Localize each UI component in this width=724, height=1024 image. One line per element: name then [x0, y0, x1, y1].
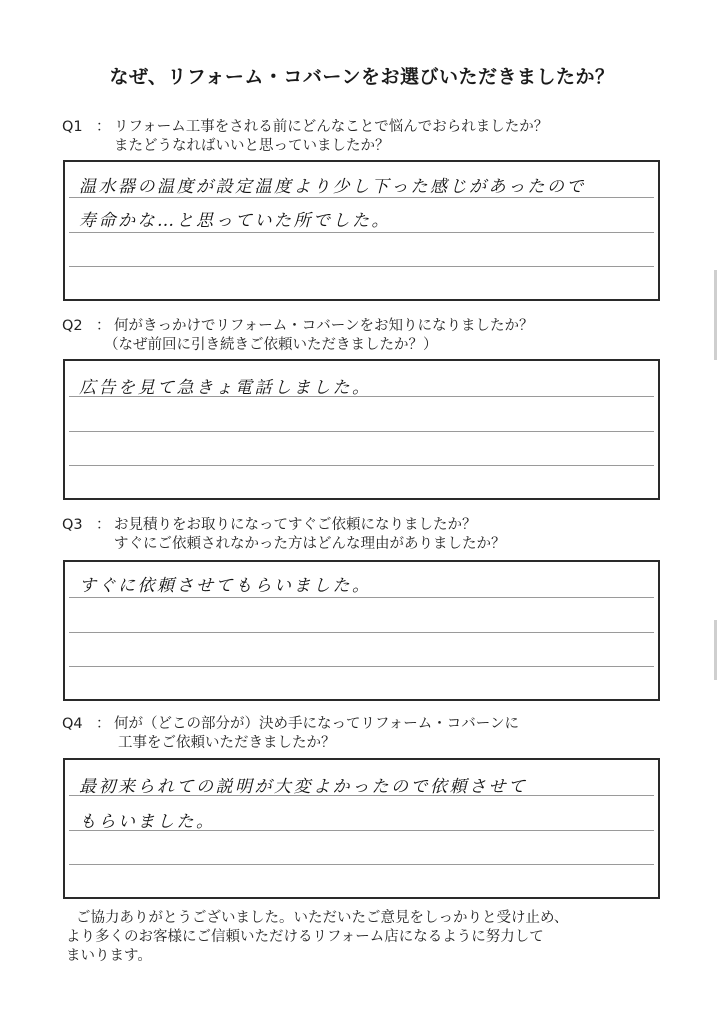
question-3-text-line1: お見積りをお取りになってすぐご依頼になりましたか？	[114, 517, 477, 533]
answer-3-rule-3	[69, 666, 654, 667]
question-3-number: Q3	[62, 517, 83, 533]
answer-2-line-1: 広告を見て急きょ電話しました。	[79, 378, 372, 398]
closing-line-3: まいります。	[66, 948, 152, 964]
question-2-number: Q2	[62, 318, 83, 334]
question-2-text-line2: （なぜ前回に引き続きご依頼いただきましたか？）	[104, 337, 438, 353]
answer-2-rule-3	[69, 465, 654, 466]
question-2: Q2 ： 何がきっかけでリフォーム・コバーンをお知りになりましたか？ （なぜ前回に引き続きご依頼いただきましたか？）	[62, 318, 534, 353]
answer-3-rule-2	[69, 632, 654, 633]
answer-1-rule-1	[69, 197, 654, 198]
question-4-text-line1: 何が（どこの部分が）決め手になってリフォーム・コバーンに	[114, 716, 519, 732]
answer-box-3[interactable]	[63, 560, 660, 701]
page-title: なぜ、リフォーム・コバーンをお選びいただきましたか？	[109, 66, 615, 88]
answer-1-rule-2	[69, 232, 654, 233]
closing-line-1: ご協力ありがとうございました。いただいたご意見をしっかりと受け止め、	[76, 910, 569, 926]
answer-4-rule-3	[69, 864, 654, 865]
answer-3-line-1: すぐに依頼させてもらいました。	[79, 576, 372, 596]
answer-4-line-1: 最初来られての説明が大変よかったので依頼させて	[79, 777, 528, 797]
answer-1-rule-3	[69, 266, 654, 267]
answer-box-4[interactable]	[63, 758, 660, 899]
answer-box-1[interactable]	[63, 160, 660, 301]
scan-edge-mark-2	[714, 620, 717, 680]
answer-1-line-1: 温水器の温度が設定温度より少し下った感じがあったので	[79, 177, 586, 197]
answer-3-rule-1	[69, 597, 654, 598]
question-1-text-line1: リフォーム工事をされる前にどんなことで悩んでおられましたか？	[114, 119, 549, 135]
question-2-text-line1: 何がきっかけでリフォーム・コバーンをお知りになりましたか？	[114, 318, 534, 334]
question-1-text-line2: またどうなればいいと思っていましたか？	[114, 138, 390, 154]
question-3-text-line2: すぐにご依頼されなかった方はどんな理由がありましたか？	[114, 536, 506, 552]
question-4-text-line2: 工事をご依頼いただきましたか？	[118, 735, 336, 751]
question-4-number: Q4	[62, 716, 83, 732]
question-1-number: Q1	[62, 119, 83, 135]
answer-2-rule-2	[69, 431, 654, 432]
question-1: Q1 ： リフォーム工事をされる前にどんなことで悩んでおられましたか？ またどうなればいいと思っていましたか？	[62, 119, 549, 154]
closing-message	[66, 909, 676, 966]
answer-4-line-2: もらいました。	[79, 812, 216, 832]
answer-box-2[interactable]	[63, 359, 660, 500]
question-3: Q3 ： お見積りをお取りになってすぐご依頼になりましたか？ すぐにご依頼されなかった方はどんな理由がありましたか？	[62, 517, 506, 552]
answer-1-line-2: 寿命かな…と思っていた所でした。	[79, 211, 391, 231]
closing-line-2: より多くのお客様にご信頼いただけるリフォーム店になるように努力して	[66, 929, 544, 945]
scan-edge-mark-1	[714, 270, 717, 360]
question-4: Q4 ： 何が（どこの部分が）決め手になってリフォーム・コバーンに 工事をご依頼いただきましたか？	[62, 716, 519, 751]
